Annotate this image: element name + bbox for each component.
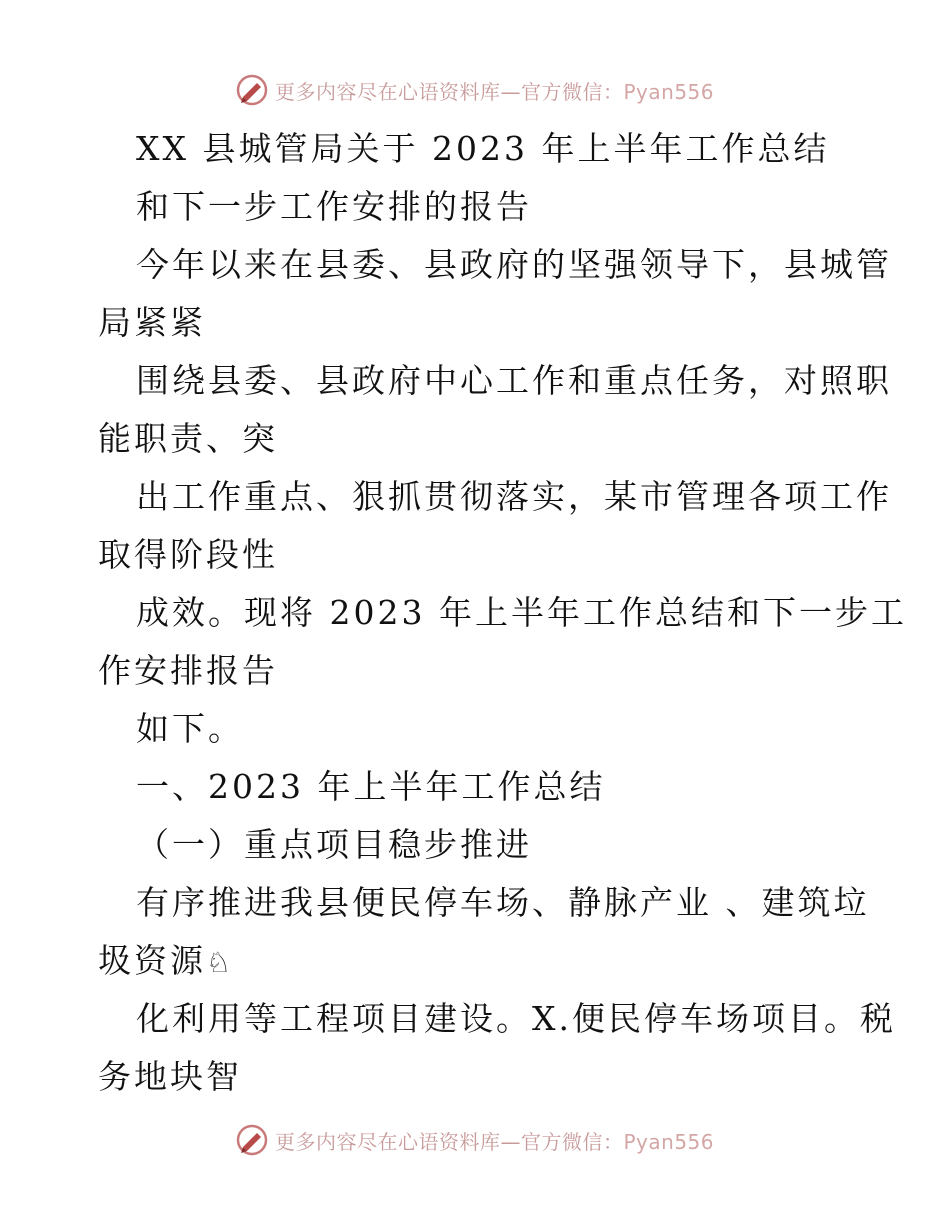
pen-logo-icon bbox=[235, 73, 269, 107]
watermark-text bbox=[275, 1126, 714, 1155]
line-text: 作安排报告 bbox=[98, 651, 278, 690]
text-line bbox=[98, 584, 907, 642]
line-text: 务地块智 bbox=[98, 1057, 242, 1096]
line-text: 局紧紧 bbox=[98, 303, 206, 342]
line-text: 能职责、突 bbox=[98, 419, 278, 458]
text-line bbox=[98, 410, 858, 468]
line-text: XX 县城管局关于 2023 年上半年工作总结 bbox=[136, 129, 830, 168]
text-line bbox=[98, 120, 858, 178]
watermark-slogan: 更多内容尽在心语资料库—官方微信： bbox=[275, 79, 624, 104]
text-line bbox=[98, 236, 892, 294]
line-text: 成效。现将 2023 年上半年工作总结和下一步工 bbox=[136, 593, 907, 632]
watermark-slogan: 更多内容尽在心语资料库—官方微信： bbox=[275, 1129, 624, 1154]
line-text: 和下一步工作安排的报告 bbox=[136, 187, 532, 226]
text-line bbox=[98, 874, 870, 932]
pen-logo-icon bbox=[235, 1123, 269, 1157]
text-line bbox=[98, 700, 858, 758]
line-text: 取得阶段性 bbox=[98, 535, 278, 574]
text-line bbox=[98, 932, 858, 990]
line-text: （一）重点项目稳步推进 bbox=[136, 825, 532, 864]
text-line bbox=[98, 816, 858, 874]
text-line bbox=[98, 526, 858, 584]
text-line bbox=[98, 352, 892, 410]
text-line bbox=[98, 758, 858, 816]
text-line bbox=[98, 990, 896, 1048]
text-line bbox=[98, 642, 858, 700]
watermark-wechat-id: Pyan556 bbox=[623, 79, 715, 104]
line-text: 圾资源 bbox=[98, 941, 206, 980]
text-line bbox=[98, 178, 858, 236]
line-text: 有序推进我县便民停车场、静脉产业 、建筑垃 bbox=[136, 883, 870, 922]
text-line bbox=[98, 1048, 858, 1106]
watermark-text bbox=[275, 76, 714, 105]
knight-glyph-icon: ♘ bbox=[206, 946, 235, 979]
line-text: 如下。 bbox=[136, 709, 244, 748]
line-text: 化利用等工程项目建设。X.便民停车场项目。税 bbox=[136, 999, 896, 1038]
text-line bbox=[98, 294, 858, 352]
watermark-wechat-id: Pyan556 bbox=[623, 1129, 715, 1154]
line-text: 今年以来在县委、县政府的坚强领导下，县城管 bbox=[136, 245, 892, 284]
line-text: 围绕县委、县政府中心工作和重点任务，对照职 bbox=[136, 361, 892, 400]
line-text: 一、2023 年上半年工作总结 bbox=[136, 767, 606, 806]
line-text: 出工作重点、狠抓贯彻落实，某市管理各项工作 bbox=[136, 477, 892, 516]
text-line bbox=[98, 468, 892, 526]
header-watermark bbox=[235, 70, 714, 110]
document-body bbox=[98, 120, 907, 1106]
footer-watermark bbox=[235, 1120, 714, 1160]
